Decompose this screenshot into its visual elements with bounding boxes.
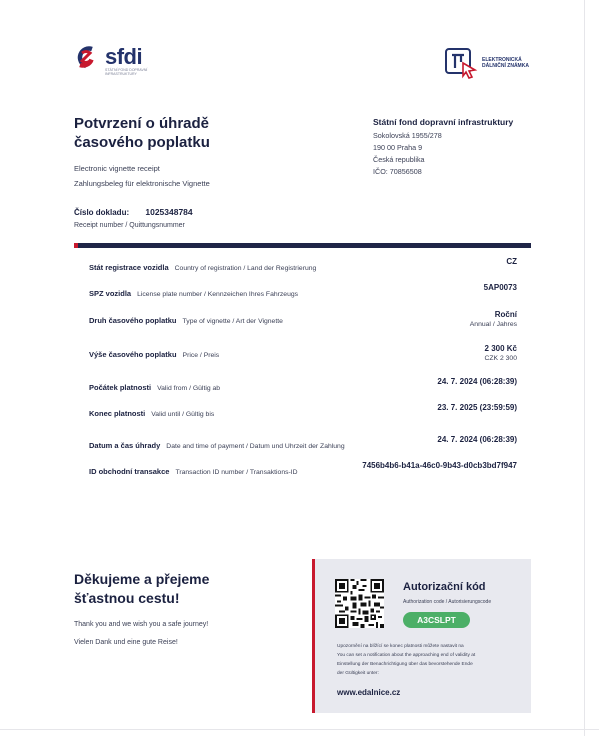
- page-title: [74, 114, 210, 152]
- row-sublabel: Type of vignette / Art der Vignette: [182, 318, 283, 325]
- row-sublabel: Price / Preis: [182, 352, 220, 359]
- row-label: Výše časového poplatku: [89, 350, 177, 359]
- edalnice-logo: [444, 46, 542, 80]
- page-border-bottom: [0, 729, 599, 730]
- row-label: Počátek platnosti: [89, 383, 152, 392]
- sfdi-tagline: STÁTNÍ FOND DOPRAVNÍ INFRASTRUKTURY: [105, 68, 148, 76]
- thank-you-de: Vielen Dank und eine gute Reise!: [74, 639, 178, 646]
- notification-note-cz: Upozornění na blížící se konec platnosti můžete nastavit na: [337, 644, 464, 649]
- title-line-2: časového poplatku: [74, 134, 210, 151]
- edalnice-logo-text: [482, 57, 542, 69]
- row-value: CZ: [506, 257, 517, 266]
- row-label: Druh časového poplatku: [89, 316, 177, 325]
- row-sublabel: Date and time of payment / Datum und Uhrzeit der Zahlung: [166, 443, 345, 450]
- thank-you-heading: [74, 570, 209, 608]
- sfdi-logo: [73, 44, 148, 76]
- sfdi-wordmark: sfdi: [105, 44, 143, 69]
- row-value: 7456b4b6-b41a-46c0-9b43-d0cb3bd7f947: [362, 461, 517, 470]
- row-value: 23. 7. 2025 (23:59:59): [437, 403, 517, 412]
- row-value: 2 300 Kč: [484, 344, 517, 353]
- receipt-number: [74, 207, 193, 217]
- notification-note-de-2: der Gültigkeit unter:: [337, 671, 379, 676]
- notification-note-en: You can set a notification about the approaching end of validity at: [337, 653, 476, 658]
- row-value-secondary: CZK 2 300: [484, 355, 517, 362]
- qr-code: [335, 579, 384, 628]
- row-vignette-type: [89, 310, 517, 332]
- row-sublabel: Transaction ID number / Transaktions-ID: [175, 469, 298, 476]
- website-link[interactable]: www.edalnice.cz: [337, 688, 401, 697]
- issuer-ico: IČO: 70856508: [373, 167, 422, 176]
- row-price: [89, 344, 517, 366]
- row-label: Datum a čas úhrady: [89, 441, 161, 450]
- row-license-plate: [89, 283, 517, 305]
- thank-you-line-1: Děkujeme a přejeme: [74, 571, 210, 587]
- thank-you-line-2: šťastnou cestu!: [74, 590, 180, 606]
- section-divider: [74, 243, 531, 248]
- receipt-number-sub: Receipt number / Quittungsnummer: [74, 222, 185, 229]
- receipt-number-value: 1025348784: [145, 207, 193, 217]
- edalnice-logo-line2: DÁLNIČNÍ ZNÁMKA: [482, 63, 529, 69]
- vignette-cursor-icon: [444, 46, 478, 80]
- thank-you-en: Thank you and we wish you a safe journey!: [74, 621, 209, 628]
- row-value-secondary: Annual / Jahres: [469, 321, 517, 328]
- row-sublabel: Valid until / Gültig bis: [151, 411, 215, 418]
- row-transaction-id: [89, 461, 517, 483]
- section-divider-accent: [74, 243, 78, 248]
- issuer-street: Sokolovská 1955/278: [373, 131, 442, 140]
- authorization-subtitle: Authorization code / Autorisierungscode: [403, 599, 492, 605]
- row-value: 5AP0073: [483, 283, 517, 292]
- authorization-code-badge: A3CSLPT: [403, 612, 470, 628]
- row-label: Stát registrace vozidla: [89, 263, 169, 272]
- row-sublabel: Country of registration / Land der Registrierung: [174, 265, 317, 272]
- page-border-right: [584, 0, 585, 736]
- issuer-city: 190 00 Praha 9: [373, 143, 423, 152]
- notification-note-de: Einstellung der Benachrichtigung über das bevorstehende Ende: [337, 662, 473, 667]
- issuer-country: Česká republika: [373, 155, 425, 164]
- row-sublabel: License plate number / Kennzeichen Ihres Fahrzeugs: [137, 291, 299, 298]
- authorization-panel-accent: [312, 559, 315, 713]
- row-value: 24. 7. 2024 (06:28:39): [437, 377, 517, 386]
- row-label: Konec platnosti: [89, 409, 146, 418]
- row-valid-from: [89, 377, 517, 399]
- row-country: [89, 257, 517, 279]
- row-value: Roční: [494, 310, 517, 319]
- row-valid-until: [89, 403, 517, 425]
- row-sublabel: Valid from / Gültig ab: [157, 385, 221, 392]
- row-payment-date: [89, 435, 517, 457]
- row-label: ID obchodní transakce: [89, 467, 170, 476]
- row-value: 24. 7. 2024 (06:28:39): [437, 435, 517, 444]
- title-line-1: Potvrzení o úhradě: [74, 115, 210, 132]
- receipt-number-label: Číslo dokladu:: [74, 208, 130, 217]
- subtitle-en: Electronic vignette receipt: [74, 164, 160, 173]
- row-label: SPZ vozidla: [89, 289, 132, 298]
- edalnice-logo-line1: ELEKTRONICKÁ: [482, 57, 522, 63]
- sfdi-logo-icon: [73, 44, 99, 70]
- subtitle-de: Zahlungsbeleg für elektronische Vignette: [74, 179, 210, 188]
- authorization-title: Autorizační kód: [403, 581, 486, 593]
- issuer-name: Státní fond dopravní infrastruktury: [373, 117, 514, 127]
